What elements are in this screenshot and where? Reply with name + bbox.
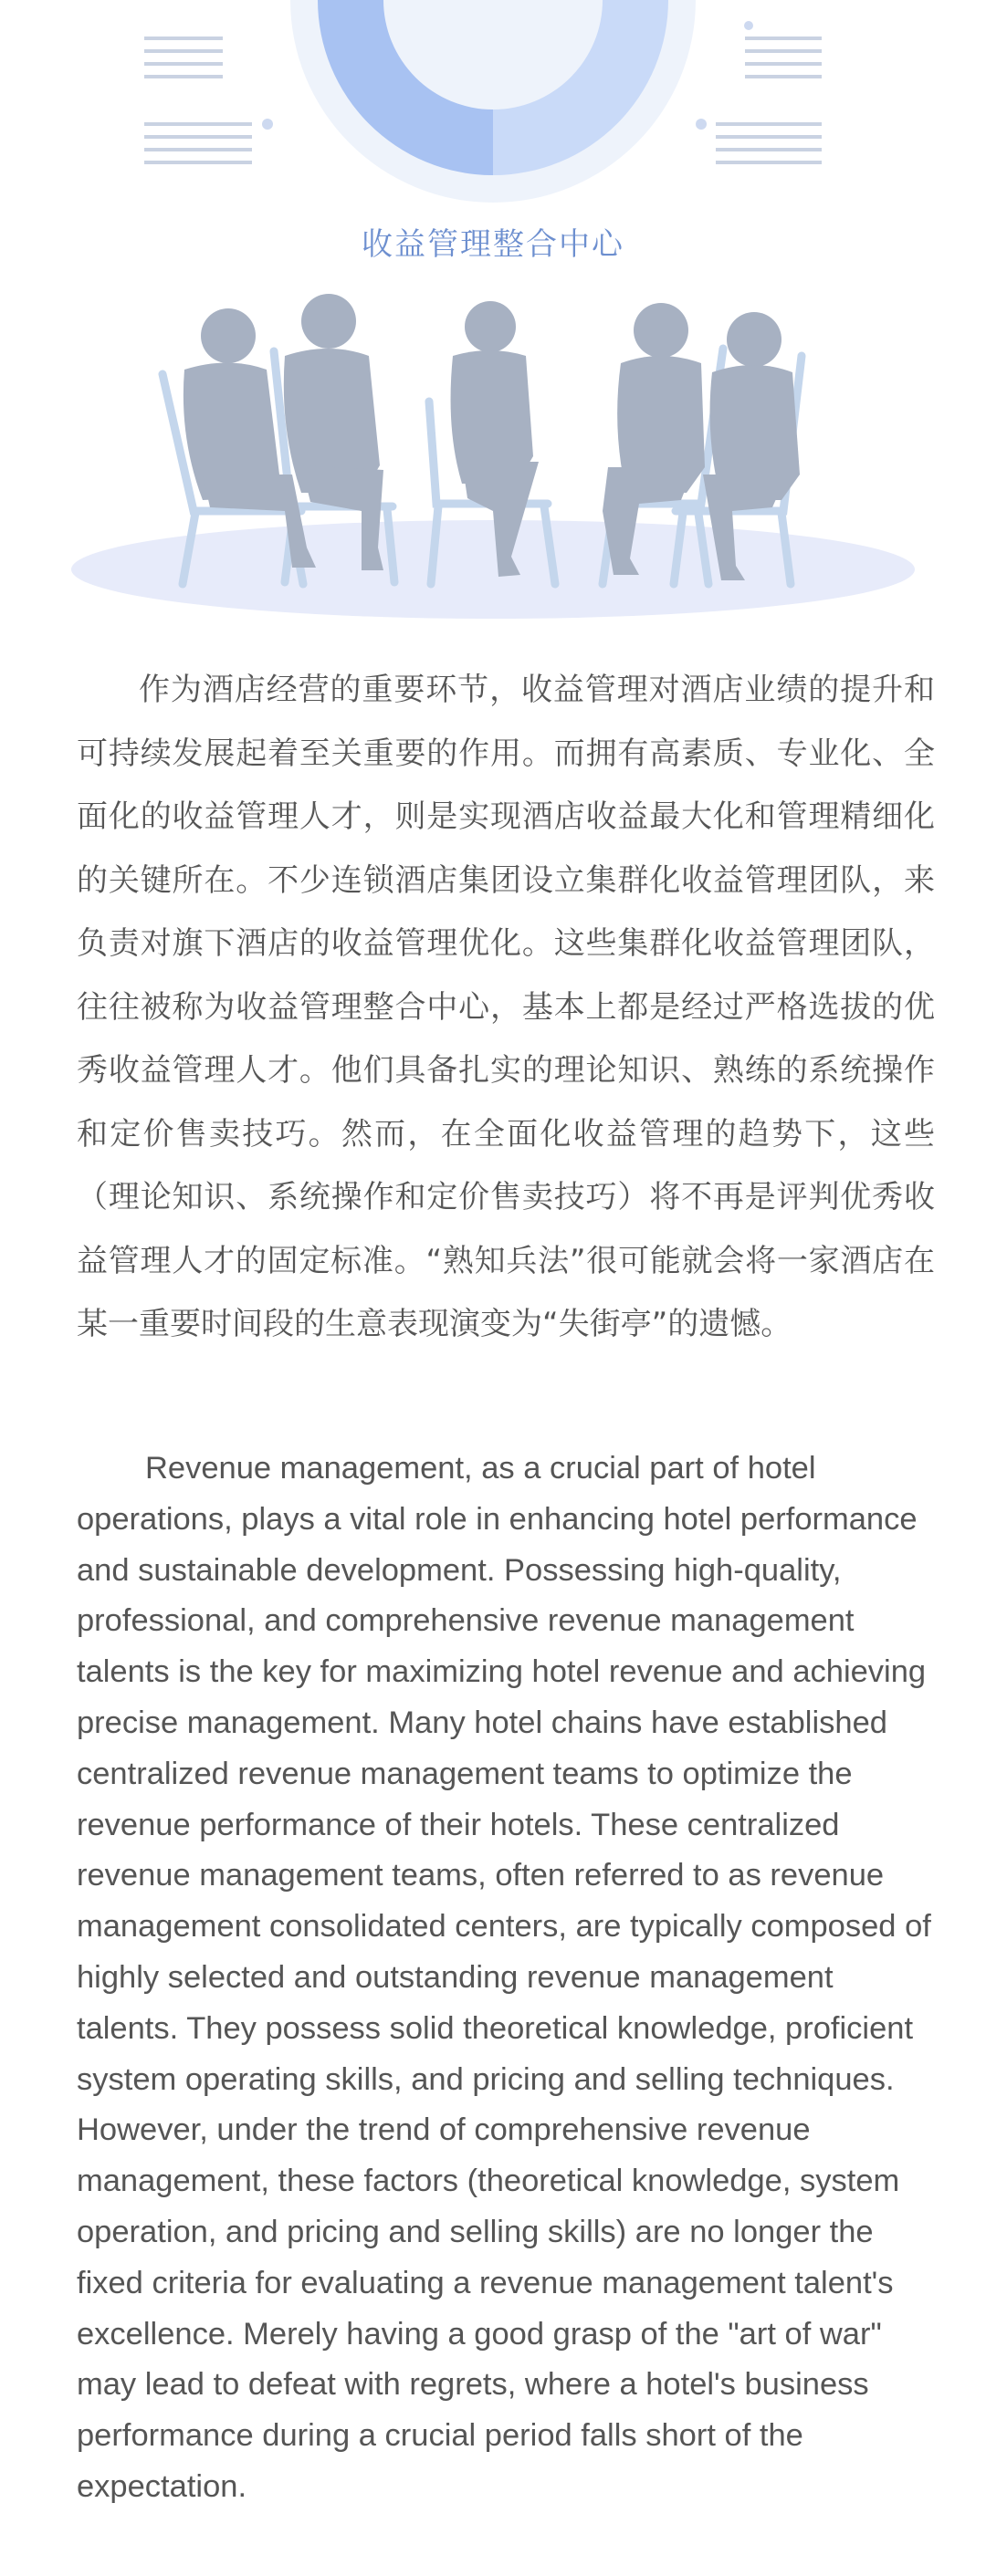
section-caption: 收益管理整合中心 [362, 226, 624, 263]
right-decor-lines-icon [716, 38, 822, 162]
left-decor-lines-icon [144, 38, 252, 162]
left-dot-icon [262, 119, 273, 130]
paragraph-english: Revenue management, as a crucial part of hotel operations, plays a vital role in enhancing hotel performance and sustainable development. Possessing high-quality, professional, and comprehensive revenue management talents is the key for maximizing hotel revenue and achieving precise management. Many hotel chains have established centralized revenue management teams to optimize the revenue performance of their hotels. These centralized revenue management teams, often referred to as revenue management consolidated centers, are typically composed of highly selected and outstanding revenue management talents. They possess solid theoretical knowledge, proficient system operating skills, and pricing and selling techniques. However, under the trend of comprehensive revenue management, these factors (theoretical knowledge, system operation, and pricing and selling skills) are no longer the fixed criteria for evaluating a revenue management talent's excellence. Merely having a good grasp of the "art of war" may lead to defeat with regrets, where a hotel's business performance during a crucial period falls short of the expectation. [77, 1451, 931, 2504]
donut-ring-graphic [290, 0, 696, 203]
meeting-illustration [0, 0, 986, 639]
right-dot-icon [696, 119, 707, 130]
top-right-dot-icon [744, 21, 753, 30]
paragraph-chinese: 作为酒店经营的重要环节，收益管理对酒店业绩的提升和可持续发展起着至关重要的作用。而拥有高素质、专业化、全面化的收益管理人才，则是实现酒店收益最大化和管理精细化的关键所在。不少连锁酒店集团设立集群化收益管理团队，来负责对旗下酒店的收益管理优化。这些集群化收益管理团队，往往被称为收益管理整合中心，基本上都是经过严格选拔的优秀收益管理人才。他们具备扎实的理论知识、熟练的系统操作和定价售卖技巧。然而，在全面化收益管理的趋势下，这些（理论知识、系统操作和定价售卖技巧）将不再是评判优秀收益管理人才的固定标准。“熟知兵法”很可能就会将一家酒店在某一重要时间段的生意表现演变为“失街亭”的遗憾。 [77, 672, 935, 1342]
